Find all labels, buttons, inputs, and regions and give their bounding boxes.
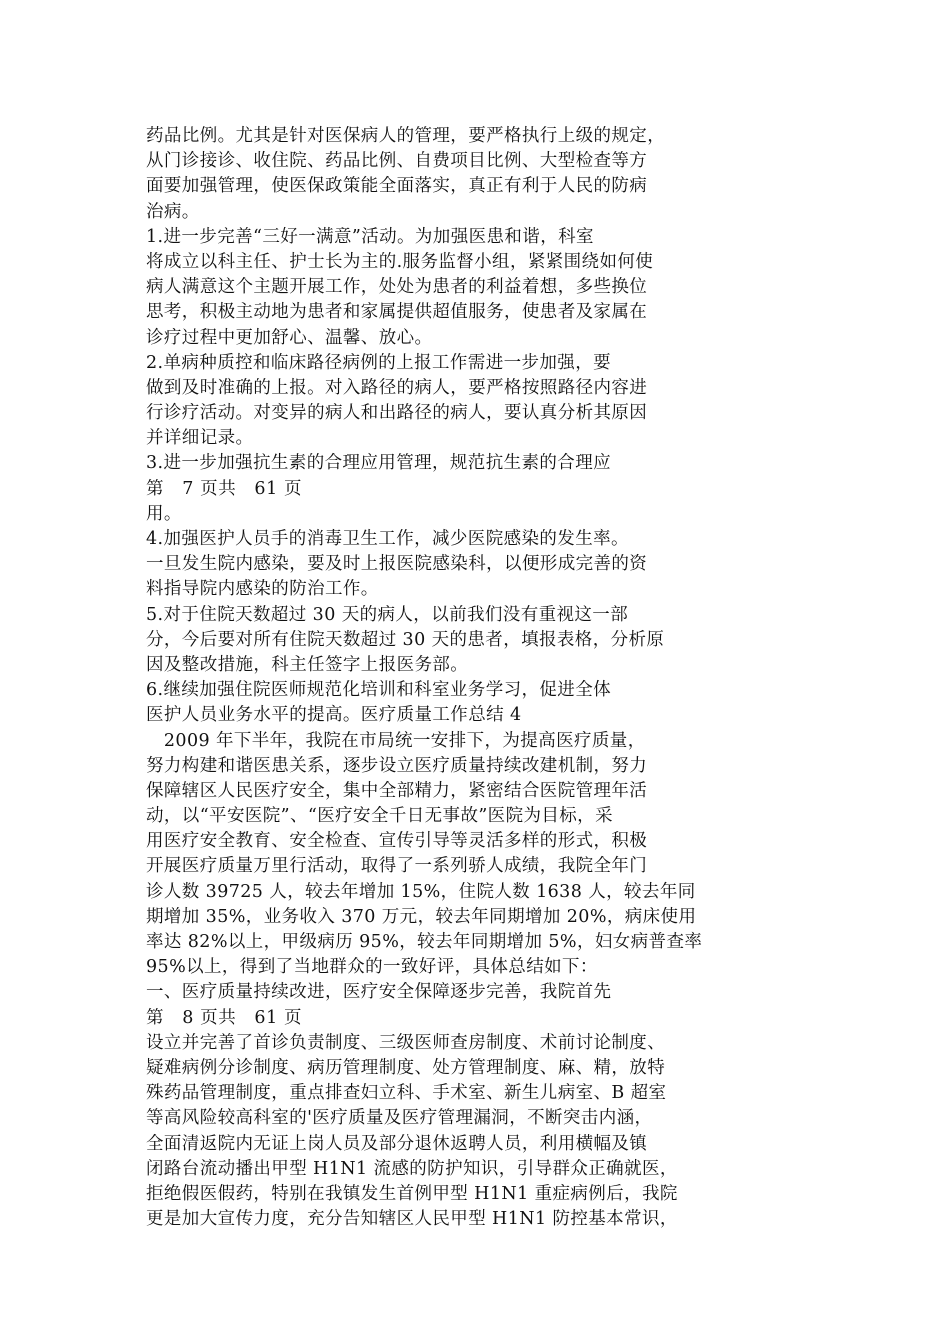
text-line: 设立并完善了首诊负责制度、三级医师查房制度、术前讨论制度、 <box>146 1032 666 1053</box>
text-line: 6.继续加强住院医师规范化培训和科室业务学习，促进全体 <box>146 680 611 701</box>
document-body <box>146 124 846 1232</box>
text-line: 动，以“平安医院”、“医疗安全千日无事故”医院为目标，采 <box>146 806 613 827</box>
text-line: 一旦发生院内感染，要及时上报医院感染科，以便形成完善的资 <box>146 554 648 575</box>
text-line: 5.对于住院天数超过 30 天的病人，以前我们没有重视这一部 <box>146 604 629 625</box>
text-line: 3.进一步加强抗生素的合理应用管理，规范抗生素的合理应 <box>146 453 611 474</box>
text-line: 2009 年下半年，我院在市局统一安排下，为提高医疗质量， <box>146 730 646 751</box>
text-line: 疑难病例分诊制度、病历管理制度、处方管理制度、麻、精，放特 <box>146 1057 666 1078</box>
text-line: 殊药品管理制度，重点排查妇立科、手术室、新生儿病室、B 超室 <box>146 1083 667 1104</box>
text-line: 期增加 35%，业务收入 370 万元，较去年同期增加 20%，病床使用 <box>146 906 697 927</box>
text-line: 更是加大宣传力度，充分告知辖区人民甲型 H1N1 防控基本常识， <box>146 1209 678 1230</box>
text-line: 等高风险较高科室的'医疗质量及医疗管理漏洞，不断突击内涵， <box>146 1108 653 1129</box>
text-line: 拒绝假医假药，特别在我镇发生首例甲型 H1N1 重症病例后，我院 <box>146 1183 678 1204</box>
page-footer: 第 7 页共 61 页 <box>146 478 303 499</box>
text-line: 用。 <box>146 503 182 524</box>
text-line: 4.加强医护人员手的消毒卫生工作，减少医院感染的发生率。 <box>146 529 629 549</box>
text-line: 料指导院内感染的防治工作。 <box>146 579 379 600</box>
text-line: 治病。 <box>146 201 200 222</box>
text-line: 全面清返院内无证上岗人员及部分退休返聘人员，利用横幅及镇 <box>146 1133 648 1154</box>
text-line: 病人满意这个主题开展工作，处处为患者的利益着想，多些换位 <box>146 277 648 298</box>
text-line: 面要加强管理，使医保政策能全面落实，真正有利于人民的防病 <box>146 176 648 197</box>
text-line: 做到及时准确的上报。对入路径的病人，要严格按照路径内容进 <box>146 377 648 398</box>
text-line: 用医疗安全教育、安全检查、宣传引导等灵活多样的形式，积极 <box>146 831 648 852</box>
text-line: 并详细记录。 <box>146 428 254 449</box>
text-line: 思考，积极主动地为患者和家属提供超值服务，使患者及家属在 <box>146 302 648 323</box>
text-line: 诊疗过程中更加舒心、温馨、放心。 <box>146 327 433 348</box>
text-line: 2.单病种质控和临床路径病例的上报工作需进一步加强，要 <box>146 352 611 373</box>
text-line: 努力构建和谐医患关系，逐步设立医疗质量持续改建机制，努力 <box>146 755 648 776</box>
text-line: 保障辖区人民医疗安全，集中全部精力，紧密结合医院管理年活 <box>146 780 648 801</box>
text-line: 95%以上，得到了当地群众的一致好评，具体总结如下： <box>146 957 598 978</box>
page-footer: 第 8 页共 61 页 <box>146 1007 303 1028</box>
text-line: 从门诊接诊、收住院、药品比例、自费项目比例、大型检查等方 <box>146 151 648 172</box>
text-line: 率达 82%以上，甲级病历 95%，较去年同期增加 5%，妇女病普查率 <box>146 932 703 952</box>
text-line: 开展医疗质量万里行活动，取得了一系列骄人成绩，我院全年门 <box>146 856 648 877</box>
text-line: 诊人数 39725 人，较去年增加 15%，住院人数 1638 人，较去年同 <box>146 881 696 902</box>
text-line: 1.进一步完善“三好一满意”活动。为加强医患和谐，科室 <box>146 226 594 247</box>
text-line: 行诊疗活动。对变异的病人和出路径的病人，要认真分析其原因 <box>146 403 648 424</box>
text-line: 因及整改措施，科主任签字上报医务部。 <box>146 654 469 675</box>
text-line: 分，今后要对所有住院天数超过 30 天的患者，填报表格，分析原 <box>146 629 665 650</box>
text-line: 将成立以科主任、护士长为主的.服务监督小组，紧紧围绕如何使 <box>146 251 654 272</box>
text-line: 医护人员业务水平的提高。医疗质量工作总结 4 <box>146 705 522 726</box>
text-line: 一、医疗质量持续改进，医疗安全保障逐步完善，我院首先 <box>146 982 612 1003</box>
text-line: 闭路台流动播出甲型 H1N1 流感的防护知识，引导群众正确就医， <box>146 1158 678 1179</box>
text-line: 药品比例。尤其是针对医保病人的管理，要严格执行上级的规定， <box>146 126 666 146</box>
